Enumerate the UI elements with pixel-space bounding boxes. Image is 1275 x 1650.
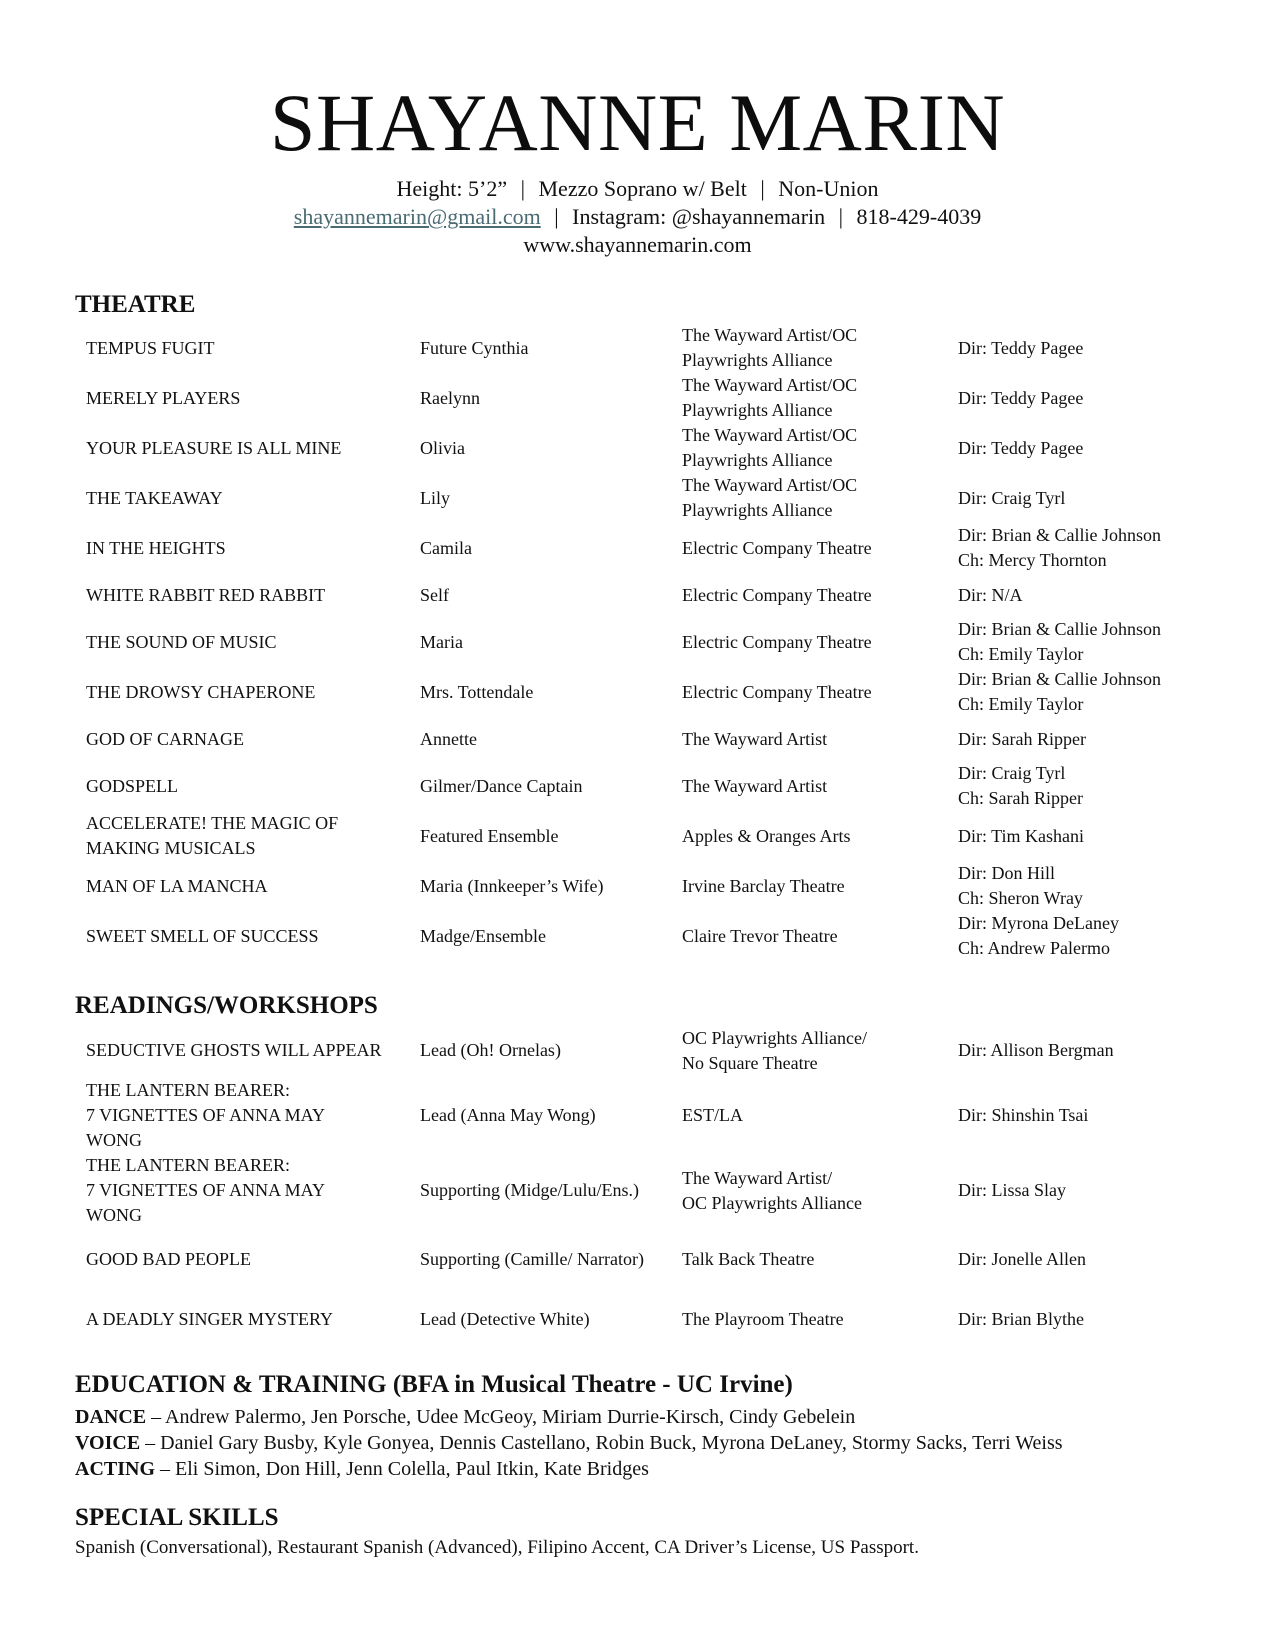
credits-cell [953,911,1215,961]
venue: The Wayward Artist/OC [682,375,858,395]
credits-cell [953,617,1215,667]
credits: Dir: Craig Tyrl [958,487,1066,508]
credits-cell [953,523,1215,573]
role-cell [409,1023,671,1078]
credits-cell [953,1228,1215,1290]
role: Maria (Innkeeper’s Wife) [420,875,604,896]
show-title: WONG [86,1205,142,1225]
readings-heading: READINGS/WORKSHOPS [75,992,378,1019]
theatre-row [75,861,1215,911]
credits: Dir: Brian & Callie Johnson [958,525,1161,545]
venue-cell [671,573,953,617]
acting-teachers: – Eli Simon, Don Hill, Jenn Colella, Paul Itkin, Kate Bridges [155,1458,649,1480]
venue-cell [671,617,953,667]
venue: Electric Company Theatre [682,681,872,702]
venue-cell [671,423,953,473]
credits-cell [953,861,1215,911]
role: Self [420,584,449,605]
credits: Ch: Emily Taylor [958,694,1084,714]
credits-cell [953,667,1215,717]
role: Annette [420,728,477,749]
education-dance [75,1404,855,1430]
show-title: TEMPUS FUGIT [86,337,215,358]
show-title: 7 VIGNETTES OF ANNA MAY [86,1105,326,1125]
show-title: THE SOUND OF MUSIC [86,631,277,652]
venue: Claire Trevor Theatre [682,925,838,946]
credits-cell [953,1290,1215,1348]
role-cell [409,473,671,523]
resume-name: SHAYANNE MARIN [269,77,1006,168]
credits: Dir: Lissa Slay [958,1180,1066,1200]
venue-cell [671,667,953,717]
venue: Playwrights Alliance [682,450,833,470]
theatre-heading: THEATRE [75,291,196,318]
credits-cell [953,1023,1215,1078]
venue-cell [671,861,953,911]
credits: Dir: Brian & Callie Johnson [958,669,1161,689]
venue-cell [671,1228,953,1290]
email-link[interactable]: shayannemarin@gmail.com [293,204,541,229]
show-title: MERELY PLAYERS [86,387,241,408]
show-title: GOOD BAD PEOPLE [86,1248,252,1269]
venue: The Wayward Artist [682,775,828,796]
show-title: 7 VIGNETTES OF ANNA MAY [86,1180,326,1200]
separator: | [838,204,844,229]
credits: Dir: Myrona DeLaney [958,913,1119,933]
skills-text: Spanish (Conversational), Restaurant Spanish (Advanced), Filipino Accent, CA Driver’s License, US Passport. [75,1537,919,1558]
theatre-row [75,811,1215,861]
credits: Dir: Shinshin Tsai [958,1105,1089,1125]
credits-cell [953,761,1215,811]
credits-cell [953,323,1215,373]
show-title-cell [75,1228,409,1290]
show-title: THE TAKEAWAY [86,487,223,508]
venue-cell [671,1153,953,1228]
show-title: YOUR PLEASURE IS ALL MINE [86,437,342,458]
venue: The Wayward Artist/ [682,1167,833,1188]
dance-label: DANCE [75,1406,147,1428]
show-title: WONG [86,1130,142,1150]
venue: The Wayward Artist/OC [682,425,858,445]
theatre-row [75,423,1215,473]
credits: Ch: Mercy Thornton [958,550,1107,570]
role: Lead (Anna May Wong) [420,1105,596,1125]
role-cell [409,717,671,761]
show-title-cell [75,1153,409,1228]
show-title-cell [75,911,409,961]
venue: Playwrights Alliance [682,400,833,420]
role: Maria [420,631,463,652]
venue: Playwrights Alliance [682,350,833,370]
acting-label: ACTING [75,1458,156,1480]
show-title-cell [75,1078,409,1153]
role: Featured Ensemble [420,825,559,846]
venue-cell [671,1290,953,1348]
show-title: SEDUCTIVE GHOSTS WILL APPEAR [86,1040,382,1060]
venue: Electric Company Theatre [682,537,872,558]
venue-cell [671,1078,953,1153]
stats-line [0,175,1275,203]
venue: Electric Company Theatre [682,584,872,605]
credits: Dir: Craig Tyrl [958,763,1066,783]
credits: Dir: Sarah Ripper [958,728,1086,749]
education-acting [75,1456,649,1482]
theatre-row [75,473,1215,523]
theatre-rows [75,323,1215,961]
separator: | [554,204,559,229]
readings-table [75,1023,1215,1348]
credits-cell [953,573,1215,617]
venue: The Playroom Theatre [682,1308,844,1329]
role-cell [409,1153,671,1228]
union-status: Non-Union [778,176,879,201]
credits: Ch: Andrew Palermo [958,938,1110,958]
readings-row [75,1228,1215,1290]
theatre-row [75,523,1215,573]
credits: Dir: Teddy Pagee [958,437,1084,458]
separator: | [760,176,765,201]
role: Olivia [420,437,465,458]
role: Lead (Detective White) [420,1308,590,1329]
separator: | [520,176,525,201]
show-title-cell [75,861,409,911]
role: Mrs. Tottendale [420,681,534,702]
venue-cell [671,1023,953,1078]
role: Supporting (Camille/ Narrator) [420,1248,644,1269]
show-title: THE LANTERN BEARER: [86,1155,290,1175]
credits-cell [953,1153,1215,1228]
role-cell [409,761,671,811]
theatre-table [75,323,1215,961]
role: Camila [420,537,472,558]
website: www.shayannemarin.com [523,232,752,257]
venue-cell [671,523,953,573]
show-title-cell [75,573,409,617]
venue: Talk Back Theatre [682,1248,815,1269]
education-heading: EDUCATION & TRAINING (BFA in Musical Theatre - UC Irvine) [75,1371,793,1398]
role: Lead (Oh! Ornelas) [420,1040,561,1060]
role: Lily [420,487,450,508]
venue: The Wayward Artist/OC [682,325,858,345]
venue: OC Playwrights Alliance [682,1192,862,1213]
venue-cell [671,911,953,961]
show-title-cell [75,667,409,717]
venue: Apples & Oranges Arts [682,825,851,846]
role-cell [409,573,671,617]
credits: Dir: Teddy Pagee [958,337,1084,358]
role-cell [409,373,671,423]
credits-cell [953,423,1215,473]
theatre-row [75,761,1215,811]
voice-label: VOICE [75,1432,141,1454]
role-cell [409,1290,671,1348]
credits-cell [953,373,1215,423]
show-title-cell [75,617,409,667]
role: Raelynn [420,387,480,408]
credits: Dir: Brian & Callie Johnson [958,619,1161,639]
readings-row [75,1023,1215,1078]
role-cell [409,911,671,961]
role-cell [409,1228,671,1290]
show-title-cell [75,811,409,861]
credits: Dir: Tim Kashani [958,825,1085,846]
venue-cell [671,473,953,523]
show-title-cell [75,1290,409,1348]
show-title: THE LANTERN BEARER: [86,1080,290,1100]
venue-cell [671,323,953,373]
show-title: MAKING MUSICALS [86,838,256,858]
credits: Ch: Sheron Wray [958,888,1083,908]
show-title-cell [75,473,409,523]
role: Supporting (Midge/Lulu/Ens.) [420,1180,639,1200]
venue: Electric Company Theatre [682,631,872,652]
theatre-row [75,573,1215,617]
venue-cell [671,717,953,761]
venue-cell [671,761,953,811]
credits: Ch: Emily Taylor [958,644,1084,664]
credits: Dir: Allison Bergman [958,1040,1114,1060]
theatre-row [75,717,1215,761]
theatre-row [75,323,1215,373]
credits-cell [953,811,1215,861]
show-title: ACCELERATE! THE MAGIC OF [86,813,339,833]
show-title: GOD OF CARNAGE [86,728,245,749]
credits: Dir: Brian Blythe [958,1308,1084,1329]
show-title-cell [75,423,409,473]
readings-row [75,1078,1215,1153]
readings-rows [75,1023,1215,1348]
theatre-row [75,617,1215,667]
role-cell [409,423,671,473]
credits: Dir: N/A [958,584,1023,605]
theatre-row [75,911,1215,961]
show-title-cell [75,523,409,573]
venue: EST/LA [682,1105,743,1125]
credits: Dir: Jonelle Allen [958,1248,1086,1269]
show-title: A DEADLY SINGER MYSTERY [86,1308,334,1329]
role-cell [409,1078,671,1153]
credits: Dir: Teddy Pagee [958,387,1084,408]
voice-type: Mezzo Soprano w/ Belt [538,176,747,201]
show-title: THE DROWSY CHAPERONE [86,681,316,702]
role-cell [409,861,671,911]
readings-row [75,1153,1215,1228]
show-title: GODSPELL [86,775,179,796]
dance-teachers: – Andrew Palermo, Jen Porsche, Udee McGeoy, Miriam Durrie-Kirsch, Cindy Gebelein [146,1406,856,1428]
show-title: WHITE RABBIT RED RABBIT [86,584,326,605]
role: Future Cynthia [420,337,529,358]
show-title: MAN OF LA MANCHA [86,875,268,896]
role-cell [409,617,671,667]
voice-teachers: – Daniel Gary Busby, Kyle Gonyea, Dennis Castellano, Robin Buck, Myrona DeLaney, Stormy Sacks, Terri Weiss [140,1432,1063,1454]
education-voice [75,1430,1063,1456]
credits-cell [953,717,1215,761]
role-cell [409,667,671,717]
contact-line [0,203,1275,231]
venue: No Square Theatre [682,1052,818,1073]
readings-row [75,1290,1215,1348]
show-title: IN THE HEIGHTS [86,537,226,558]
show-title: SWEET SMELL OF SUCCESS [86,925,319,946]
phone-number: 818-429-4039 [856,204,982,229]
venue: Irvine Barclay Theatre [682,875,845,896]
show-title-cell [75,1023,409,1078]
role: Gilmer/Dance Captain [420,775,583,796]
venue: OC Playwrights Alliance/ [682,1027,867,1048]
show-title-cell [75,323,409,373]
theatre-row [75,373,1215,423]
venue: The Wayward Artist/OC [682,475,858,495]
role-cell [409,523,671,573]
height: Height: 5’2” [396,176,508,201]
show-title-cell [75,761,409,811]
credits-cell [953,1078,1215,1153]
skills-heading: SPECIAL SKILLS [75,1504,279,1531]
credits: Dir: Don Hill [958,863,1055,883]
theatre-row [75,667,1215,717]
show-title-cell [75,373,409,423]
role-cell [409,323,671,373]
venue: Playwrights Alliance [682,500,833,520]
show-title-cell [75,717,409,761]
role: Madge/Ensemble [420,925,546,946]
instagram-handle: Instagram: @shayannemarin [572,204,826,229]
venue-cell [671,811,953,861]
credits: Ch: Sarah Ripper [958,788,1083,808]
venue: The Wayward Artist [682,728,828,749]
venue-cell [671,373,953,423]
role-cell [409,811,671,861]
credits-cell [953,473,1215,523]
